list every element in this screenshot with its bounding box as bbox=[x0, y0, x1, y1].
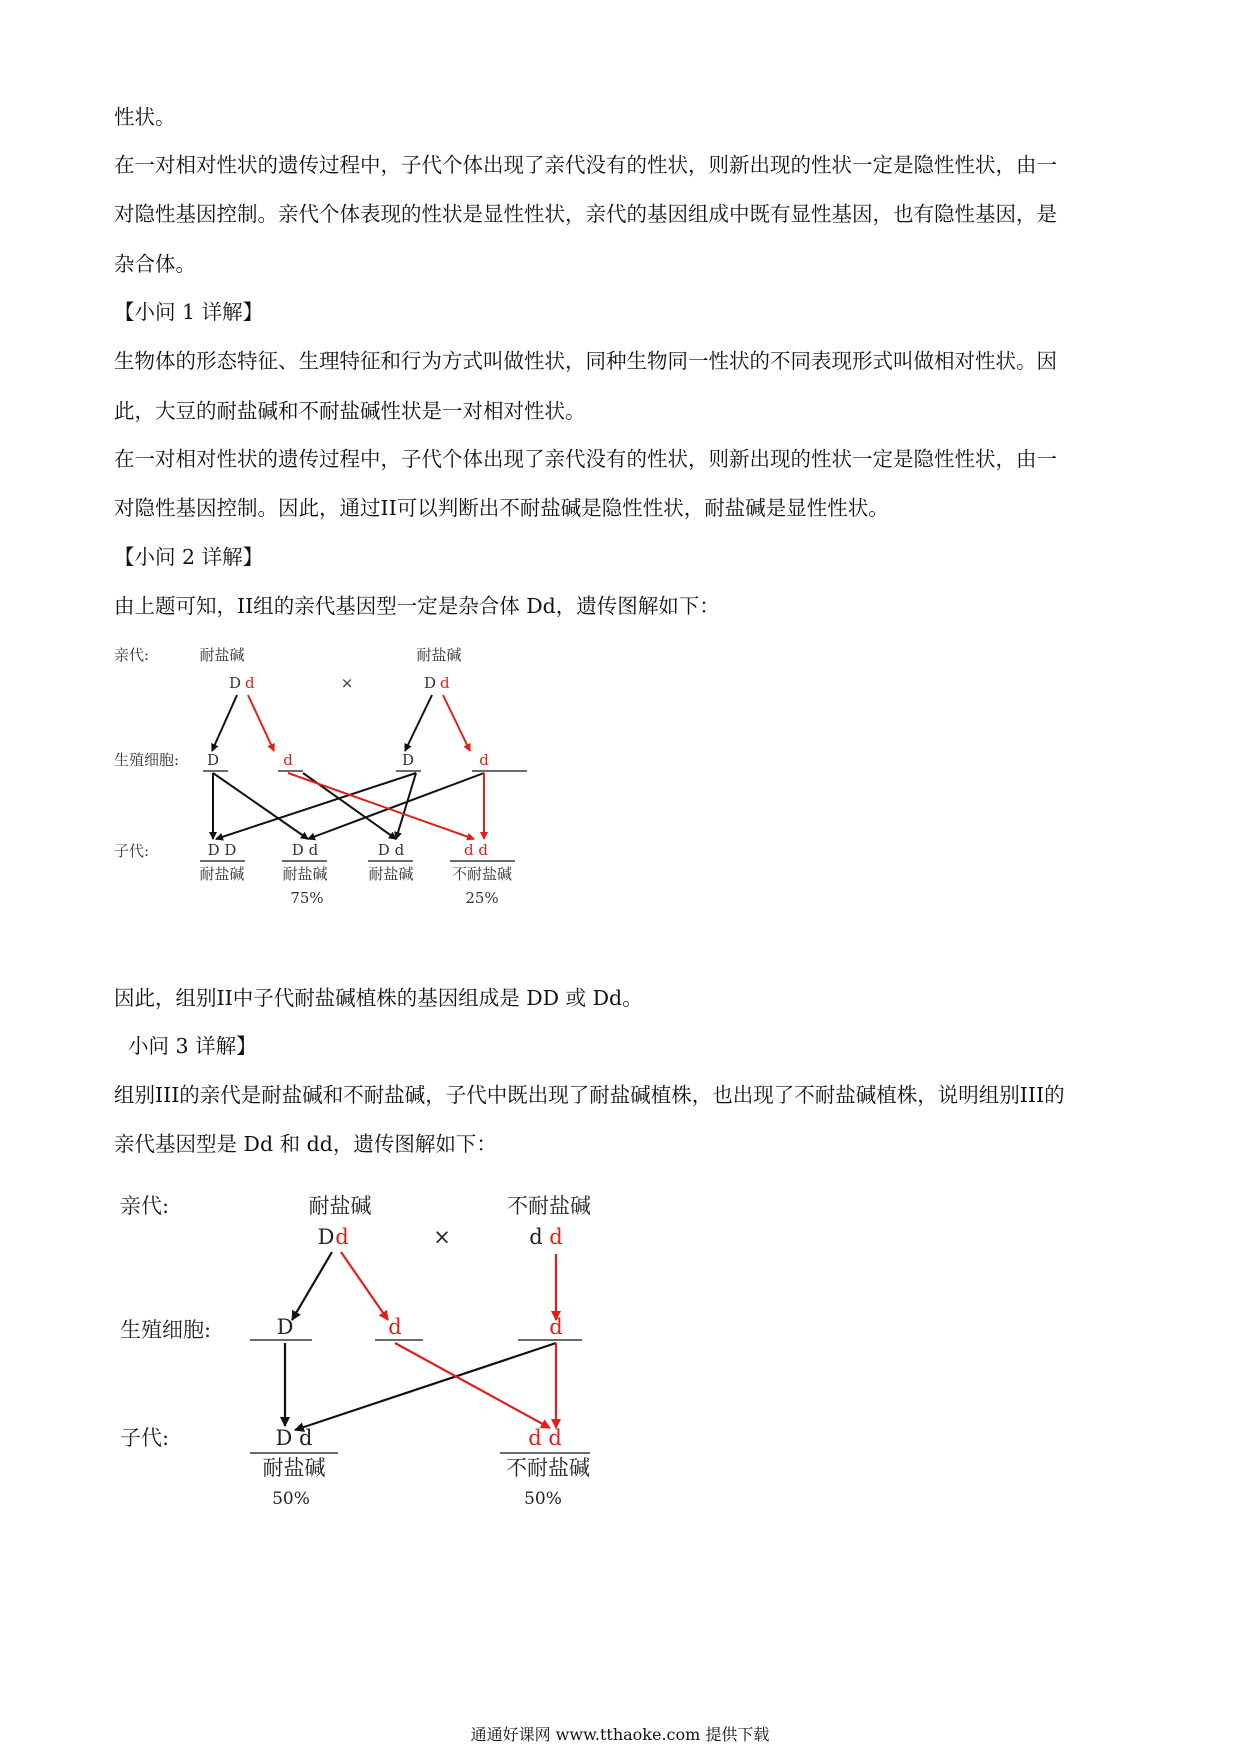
row-label-gametes: 生殖细胞: bbox=[114, 751, 180, 769]
row-label-parent: 亲代: bbox=[114, 646, 150, 664]
offspring-genotype: d d bbox=[464, 841, 488, 859]
parent2-allele: d bbox=[549, 1225, 563, 1249]
ratio-dominant: 75% bbox=[290, 889, 324, 907]
offspring-genotype: d d bbox=[528, 1426, 562, 1450]
parent1-allele-dominant: D bbox=[317, 1225, 335, 1249]
text-line: 性状。 bbox=[114, 105, 176, 129]
genetic-cross-diagram-1 bbox=[100, 630, 540, 920]
text-line: 杂合体。 bbox=[114, 252, 196, 276]
parent2-phenotype: 耐盐碱 bbox=[416, 646, 462, 664]
cross-symbol: × bbox=[433, 1225, 451, 1249]
gamete-d: d bbox=[388, 1315, 402, 1339]
text-line: 组别III的亲代是耐盐碱和不耐盐碱，子代中既出现了耐盐碱植株，也出现了不耐盐碱植株，说明组别III的 bbox=[114, 1083, 1065, 1107]
page-footer: 通通好课网 www.tthaoke.com 提供下载 bbox=[470, 1725, 770, 1744]
offspring-genotype: D d bbox=[275, 1426, 313, 1450]
text-line: 对隐性基因控制。因此，通过II可以判断出不耐盐碱是隐性性状，耐盐碱是显性性状。 bbox=[114, 496, 889, 520]
gamete-D: D bbox=[276, 1315, 294, 1339]
ratio-recessive: 25% bbox=[465, 889, 499, 907]
offspring-phenotype: 耐盐碱 bbox=[368, 865, 414, 883]
offspring-ratio: 50% bbox=[524, 1489, 562, 1509]
row-label-offspring: 子代: bbox=[114, 842, 150, 860]
text-line: 因此，组别II中子代耐盐碱植株的基因组成是 DD 或 Dd。 bbox=[114, 986, 643, 1010]
offspring-genotype: D d bbox=[291, 841, 319, 859]
offspring-phenotype: 耐盐碱 bbox=[282, 865, 328, 883]
text-line: 生物体的形态特征、生理特征和行为方式叫做性状，同种生物同一性状的不同表现形式叫做相对性状。因 bbox=[114, 349, 1057, 373]
text-line: 此，大豆的耐盐碱和不耐盐碱性状是一对相对性状。 bbox=[114, 399, 586, 423]
parent2-allele-dominant: D bbox=[423, 674, 436, 692]
cross-symbol: × bbox=[340, 674, 354, 692]
offspring-genotype: D d bbox=[377, 841, 405, 859]
parent1-phenotype: 耐盐碱 bbox=[199, 646, 245, 664]
offspring-phenotype: 不耐盐碱 bbox=[451, 865, 513, 883]
text-line: 亲代基因型是 Dd 和 dd，遗传图解如下： bbox=[114, 1132, 497, 1156]
gamete-D: D bbox=[401, 751, 415, 769]
gamete-d: d bbox=[479, 751, 489, 769]
gamete-D: D bbox=[206, 751, 220, 769]
offspring-phenotype: 耐盐碱 bbox=[262, 1456, 326, 1480]
section-heading: 【小问 1 详解】 bbox=[114, 300, 264, 324]
gamete-d: d bbox=[283, 751, 293, 769]
parent2-phenotype: 不耐盐碱 bbox=[507, 1194, 591, 1218]
row-label-offspring: 子代: bbox=[120, 1426, 170, 1450]
section-heading: 【小问 2 详解】 bbox=[114, 545, 264, 569]
section-heading: 小问 3 详解】 bbox=[128, 1034, 257, 1058]
offspring-phenotype: 不耐盐碱 bbox=[506, 1456, 590, 1480]
text-line: 在一对相对性状的遗传过程中，子代个体出现了亲代没有的性状，则新出现的性状一定是隐性性状，由一 bbox=[114, 153, 1057, 177]
parent1-phenotype: 耐盐碱 bbox=[308, 1194, 372, 1218]
row-label-gametes: 生殖细胞: bbox=[120, 1318, 212, 1342]
parent2-allele-recessive: d bbox=[440, 674, 450, 692]
parent1-allele-recessive: d bbox=[335, 1225, 349, 1249]
offspring-phenotype: 耐盐碱 bbox=[199, 865, 245, 883]
parent1-allele-recessive: d bbox=[245, 674, 255, 692]
parent1-allele-dominant: D bbox=[228, 674, 241, 692]
row-label-parent: 亲代: bbox=[120, 1194, 170, 1218]
genetic-cross-diagram-2 bbox=[100, 1180, 620, 1520]
offspring-genotype: D D bbox=[207, 841, 237, 859]
gamete-d: d bbox=[549, 1315, 563, 1339]
parent2-allele: d bbox=[529, 1225, 543, 1249]
offspring-ratio: 50% bbox=[272, 1489, 310, 1509]
text-line: 在一对相对性状的遗传过程中，子代个体出现了亲代没有的性状，则新出现的性状一定是隐性性状，由一 bbox=[114, 447, 1057, 471]
text-line: 由上题可知，II组的亲代基因型一定是杂合体 Dd，遗传图解如下： bbox=[114, 594, 720, 618]
text-line: 对隐性基因控制。亲代个体表现的性状是显性性状，亲代的基因组成中既有显性基因，也有隐性基因，是 bbox=[114, 202, 1057, 226]
